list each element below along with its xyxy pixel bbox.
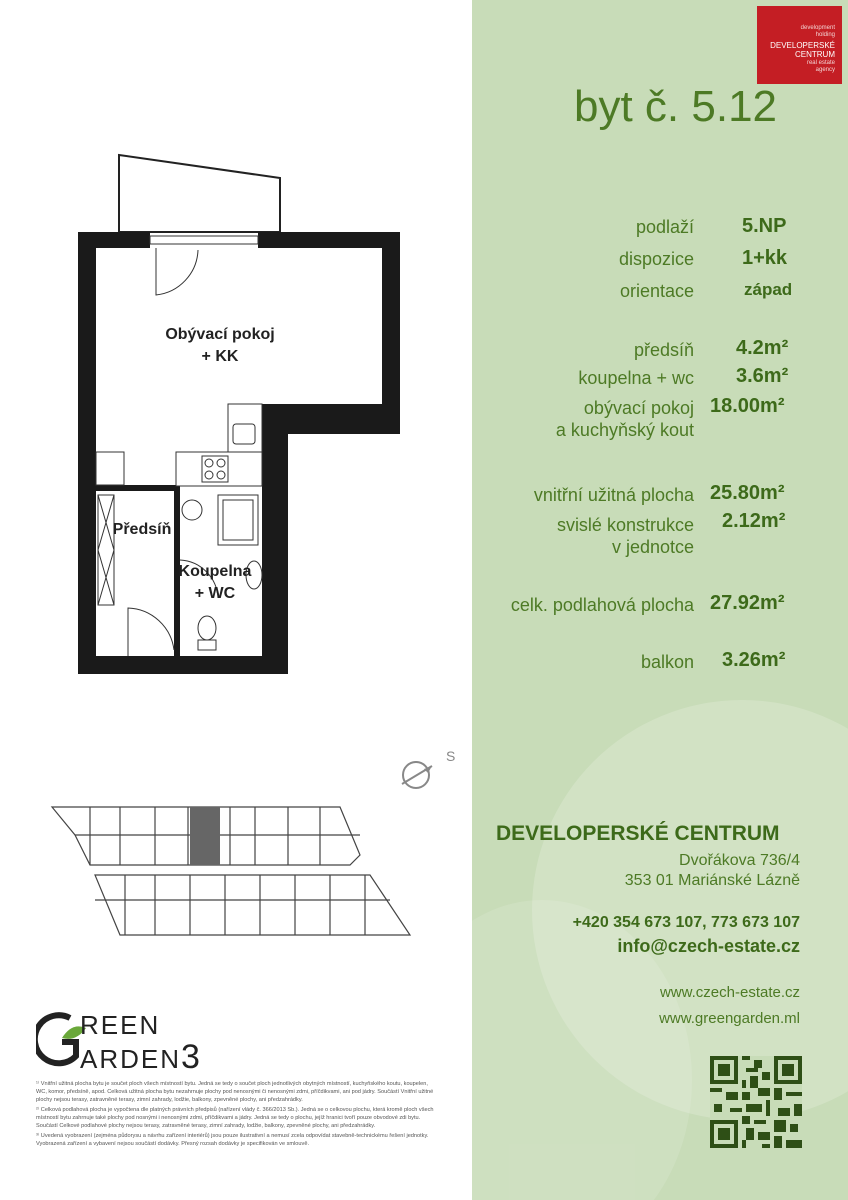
room-area: 18.00m²: [710, 395, 785, 417]
logo-text: agency: [815, 67, 835, 73]
area-label-2: v jednotce: [611, 537, 694, 557]
area-value: 25.80m²: [710, 482, 785, 504]
room-label: předsíň: [633, 340, 694, 360]
area-label: balkon: [640, 652, 694, 672]
company-name: DEVELOPERSKÉ CENTRUM: [496, 822, 780, 845]
area-value: 2.12m²: [722, 510, 786, 532]
logo-text: development: [800, 25, 835, 31]
highlighted-unit: [190, 807, 220, 865]
area-label: vnitřní užitná plocha: [533, 485, 694, 505]
logo-text: real estate: [806, 60, 835, 66]
room-label: koupelna + wc: [578, 368, 694, 388]
brand-word-2-text: ARDEN: [80, 1044, 182, 1074]
logo-text: CENTRUM: [795, 50, 835, 59]
plan-label-hall: Předsíň: [112, 521, 172, 538]
plan-label-living-2: + KK: [201, 348, 239, 365]
brand-number: 3: [181, 1038, 202, 1076]
detail-value: západ: [744, 280, 793, 299]
website-link[interactable]: www.czech-estate.cz: [659, 984, 800, 1001]
logo-text: holding: [815, 32, 835, 38]
area-label: celk. podlahová plocha: [510, 595, 694, 615]
plan-label-bath-2: + WC: [194, 585, 236, 602]
brand-word-2: [80, 1038, 202, 1077]
logo-text: DEVELOPERSKÉ: [770, 41, 835, 50]
footnote: ¹⁾ Vnitřní užitná plocha bytu je součet ploch všech místností bytu. Jedná se tedy o součet ploch jednotlivých obytných místností, kuchyňského koutu, koupelen, WC, komor, předsíně, apod. Celková užitná plocha bytu nezahrnuje plochy pod nenosnými či nenosnými zdmi, příčdikvami, ani pod jádry. Součástí Vnitřní užitné plochy nejsou terasy, zatravněné terasy, zimní zahrady, lodžie, balkony, zpevněné plochy, ani předzahrádky.: [36, 1081, 434, 1103]
brand-word-1: REEN: [80, 1010, 161, 1040]
compass-letter: S: [446, 748, 456, 764]
footnote: ²⁾ Celková podlahová plocha je vypočtena dle platných právních předpisů (nařízení vlády č. 366/2013 Sb.). Jedná se o celkovou plochu, která kromě ploch všech místností bytu zahrnuje také plochy pod nosnými i nenosnými zdmi, příčdikvami a jádry. Jedná se tedy o plochu, jejíž hranici tvoří pouze obvodové zdi bytu. Součástí Celkové podlahové plochy nejsou terasy, zatravněné terasy, zimní zahrady, lodžie, balkony, zpevněné plochy, ani předzahrádky.: [36, 1107, 434, 1129]
email-link[interactable]: info@czech-estate.cz: [617, 936, 800, 956]
company-city: 353 01 Mariánské Lázně: [624, 872, 800, 889]
plan-label-bath: Koupelna: [178, 563, 252, 580]
detail-label: dispozice: [618, 249, 694, 269]
area-label: svislé konstrukce: [556, 515, 694, 535]
balcony: [119, 155, 280, 232]
room-area: 3.6m²: [736, 365, 789, 387]
room-area: 4.2m²: [736, 337, 789, 359]
detail-label: orientace: [619, 281, 694, 301]
website-link[interactable]: www.greengarden.ml: [659, 1010, 800, 1027]
room-label-2: a kuchyňský kout: [555, 420, 694, 440]
company-logo: [757, 6, 842, 84]
detail-value: 1+kk: [742, 247, 788, 269]
site-plan: [30, 795, 430, 945]
detail-label: podlaží: [635, 217, 694, 237]
area-value: 27.92m²: [710, 592, 785, 614]
detail-value: 5.NP: [742, 215, 787, 237]
area-value: 3.26m²: [722, 649, 786, 671]
phone-numbers[interactable]: +420 354 673 107, 773 673 107: [572, 914, 800, 931]
footnote: ³⁾ Uvedená vyobrazení (zejména půdorysu a návrhu zařízení interiérů) jsou pouze ilustrativní a nemusí zcela odpovídat stavebně-technickému řešení jednotky. Vyobrazená zařízení a vybavení nejsou součástí dodávky. Přesný rozsah dodávky je specifikován ve smlouvě.: [36, 1133, 429, 1147]
company-street: Dvořákova 736/4: [679, 852, 800, 869]
plan-label-living: Obývací pokoj: [165, 326, 275, 343]
apartment-title: byt č. 5.12: [574, 82, 778, 131]
room-label: obývací pokoj: [583, 398, 694, 418]
qr-code: [710, 1056, 802, 1148]
footnotes: [36, 1080, 438, 1150]
